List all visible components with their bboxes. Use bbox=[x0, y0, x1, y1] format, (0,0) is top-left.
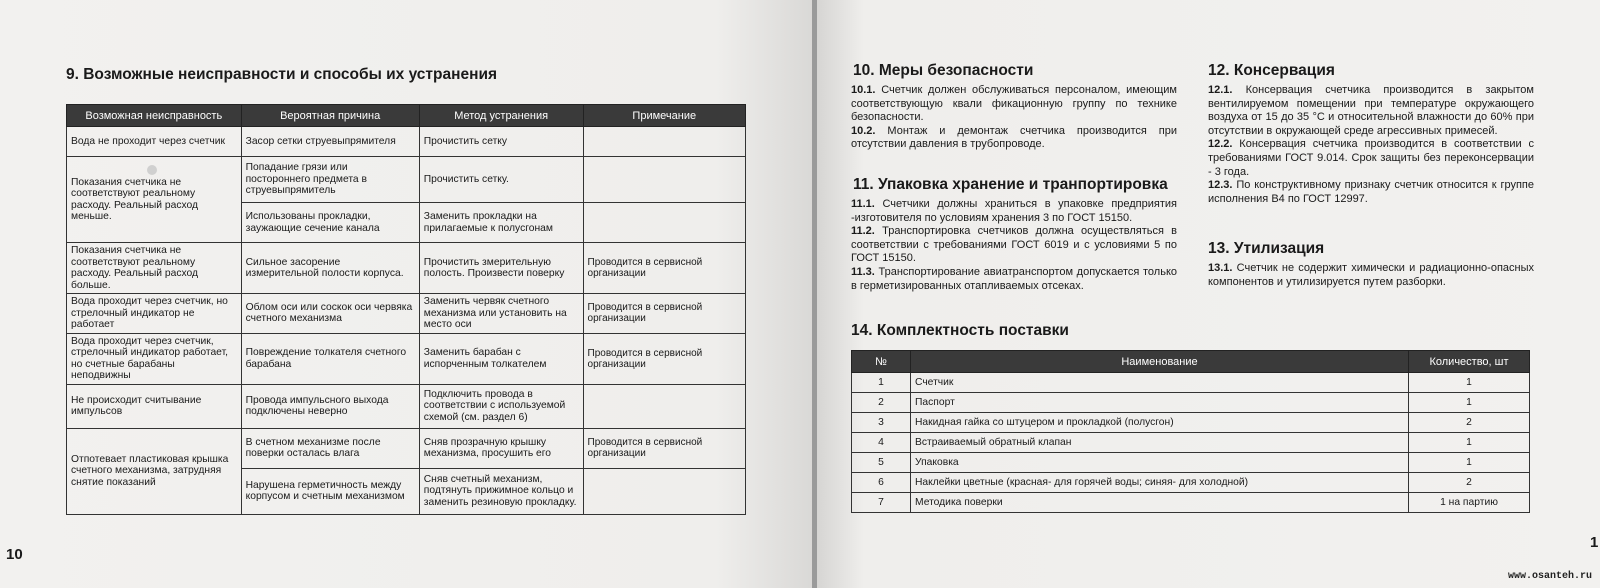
table-cell bbox=[583, 384, 745, 428]
paragraph-text: Транспортирование авиатранспортом допускается только в герметизированных отапливаемых отсеках. bbox=[851, 265, 1177, 292]
table-cell bbox=[583, 468, 745, 514]
faults-table bbox=[66, 104, 746, 515]
section-13-text bbox=[1208, 262, 1534, 289]
paragraph bbox=[851, 125, 1177, 152]
table-cell: Накидная гайка со штуцером и прокладкой (полусгон) bbox=[911, 413, 1409, 433]
section-13-heading: 13. Утилизация bbox=[1208, 240, 1325, 257]
table-cell: Попадание грязи или постороннего предмета в струевыпрямитель bbox=[241, 157, 419, 203]
table-row bbox=[67, 243, 746, 294]
table-header-cell: Вероятная причина bbox=[241, 105, 419, 127]
paragraph-text: Счетчик не содержит химически и радиационно-опасных компонентов и утилизируется путем разборки. bbox=[1208, 262, 1534, 288]
table-row bbox=[852, 433, 1530, 453]
paragraph-text: Консервация счетчика производится в соответствии с требованиями ГОСТ 9.014. Срок защиты без переконсервации - 3 года. bbox=[1208, 138, 1534, 178]
table-cell: 4 bbox=[852, 433, 911, 453]
paragraph-number: 12.2. bbox=[1208, 138, 1233, 151]
table-cell: Использованы прокладки, заужающие сечение канала bbox=[241, 203, 419, 243]
table-cell: Повреждение толкателя счетного барабана bbox=[241, 333, 419, 384]
section-12-text bbox=[1208, 84, 1534, 206]
section-9-heading: 9. Возможные неисправности и способы их устранения bbox=[66, 66, 498, 83]
paragraph bbox=[851, 84, 1177, 125]
table-row bbox=[67, 384, 746, 428]
table-row bbox=[852, 473, 1530, 493]
table-cell: Проводится в сервисной организации bbox=[583, 333, 745, 384]
table-cell: 7 bbox=[852, 493, 911, 513]
table-cell: Провода импульсного выхода подключены неверно bbox=[241, 384, 419, 428]
table-cell: Заменить прокладки на прилагаемые к полусгонам bbox=[419, 203, 583, 243]
table-cell: 3 bbox=[852, 413, 911, 433]
table-cell: Сняв счетный механизм, подтянуть прижимное кольцо и заменить резиновую прокладку. bbox=[419, 468, 583, 514]
paragraph-text: Транспортировка счетчиков должна осуществляться в соответствии с требованиями ГОСТ 6019 и с условиями 5 по ГОСТ 15150. bbox=[851, 225, 1177, 265]
table-cell: 6 bbox=[852, 473, 911, 493]
table-cell: 2 bbox=[1409, 413, 1530, 433]
page-number-left: 10 bbox=[6, 546, 23, 563]
section-11-text bbox=[851, 198, 1177, 293]
table-cell: 1 bbox=[1409, 393, 1530, 413]
table-cell: Заменить барабан с испорченным толкателем bbox=[419, 333, 583, 384]
section-10-heading: 10. Меры безопасности bbox=[853, 62, 1034, 79]
table-row bbox=[67, 428, 746, 468]
table-row bbox=[852, 393, 1530, 413]
table-cell: Показания счетчика не соответствуют реальному расходу. Реальный расход меньше. bbox=[67, 157, 242, 243]
table-cell: Упаковка bbox=[911, 453, 1409, 473]
paragraph bbox=[851, 266, 1177, 293]
table-cell bbox=[583, 157, 745, 203]
table-cell: Вода проходит через счетчик, но стрелочный индикатор не работает bbox=[67, 294, 242, 334]
paragraph-number: 11.2. bbox=[851, 225, 875, 238]
paragraph bbox=[851, 198, 1177, 225]
table-row bbox=[67, 294, 746, 334]
paragraph bbox=[1208, 138, 1534, 179]
table-cell: Сняв прозрачную крышку механизма, просушить его bbox=[419, 428, 583, 468]
table-cell: В счетном механизме после поверки осталась влага bbox=[241, 428, 419, 468]
table-cell: Паспорт bbox=[911, 393, 1409, 413]
table-cell: Счетчик bbox=[911, 373, 1409, 393]
paragraph-number: 12.1. bbox=[1208, 84, 1233, 96]
section-10-text bbox=[851, 84, 1177, 152]
table-row bbox=[852, 413, 1530, 433]
table-cell: Методика поверки bbox=[911, 493, 1409, 513]
table-cell: 2 bbox=[852, 393, 911, 413]
table-cell: Прочистить змерительную полость. Произвести поверку bbox=[419, 243, 583, 294]
package-contents-table bbox=[851, 350, 1530, 513]
section-11-heading: 11. Упаковка хранение и транпортировка bbox=[853, 176, 1168, 193]
paragraph-number: 13.1. bbox=[1208, 262, 1233, 274]
table-cell: 1 bbox=[1409, 453, 1530, 473]
paragraph bbox=[1208, 84, 1534, 138]
table-cell bbox=[583, 203, 745, 243]
table-row bbox=[67, 157, 746, 203]
section-14-heading: 14. Комплектность поставки bbox=[851, 322, 1069, 339]
table-cell: Сильное засорение измерительной полости корпуса. bbox=[241, 243, 419, 294]
table-cell: Облом оси или соскок оси червяка счетного механизма bbox=[241, 294, 419, 334]
paragraph-text: Консервация счетчика производится в закрытом вентилируемом помещении при температуре окружающего воздуха от 15 до 35 °С и относительной влажности до 60% при отсутствии в окружающей среде агрессивных примесей. bbox=[1208, 84, 1534, 137]
table-header-cell: Наименование bbox=[911, 351, 1409, 373]
table-cell: Не происходит считывание импульсов bbox=[67, 384, 242, 428]
section-12-heading: 12. Консервация bbox=[1208, 62, 1335, 79]
table-cell: 1 bbox=[852, 373, 911, 393]
paragraph-text: Монтаж и демонтаж счетчика производится при отсутствии давления в трубопроводе. bbox=[851, 124, 1177, 151]
paragraph bbox=[851, 225, 1177, 266]
table-cell: Отпотевает пластиковая крышка счетного механизма, затрудняя снятие показаний bbox=[67, 428, 242, 514]
paragraph-number: 10.1. bbox=[851, 84, 876, 96]
table-header-cell: № bbox=[852, 351, 911, 373]
table-row bbox=[67, 333, 746, 384]
table-cell: Проводится в сервисной организации bbox=[583, 243, 745, 294]
table-header-cell: Возможная неисправность bbox=[67, 105, 242, 127]
table-cell: Наклейки цветные (красная- для горячей воды; синяя- для холодной) bbox=[911, 473, 1409, 493]
paragraph bbox=[1208, 262, 1534, 289]
table-cell: Проводится в сервисной организации bbox=[583, 294, 745, 334]
table-row bbox=[852, 453, 1530, 473]
table-row bbox=[67, 127, 746, 157]
paragraph-text: По конструктивному признаку счетчик относится к группе исполнения В4 по ГОСТ 12997. bbox=[1208, 179, 1534, 205]
table-cell: Прочистить сетку bbox=[419, 127, 583, 157]
watermark-url: www.osanteh.ru bbox=[1507, 571, 1592, 582]
table-header-cell: Количество, шт bbox=[1409, 351, 1530, 373]
table-cell: Вода проходит через счетчик, стрелочный индикатор работает, но счетные барабаны неподвижны bbox=[67, 333, 242, 384]
table-cell: Показания счетчика не соответствуют реальному расходу. Реальный расход больше. bbox=[67, 243, 242, 294]
table-row bbox=[852, 373, 1530, 393]
paragraph-number: 11.3. bbox=[851, 265, 875, 278]
table-header-cell: Примечание bbox=[583, 105, 745, 127]
paragraph-text: Счетчик должен обслуживаться персоналом, имеющим соответствующую квали фикационную группу по технике безопасности. bbox=[851, 84, 1177, 124]
table-cell: Вода не проходит через счетчик bbox=[67, 127, 242, 157]
table-row bbox=[852, 493, 1530, 513]
table-cell: 1 bbox=[1409, 373, 1530, 393]
table-cell: Заменить червяк счетного механизма или установить на место оси bbox=[419, 294, 583, 334]
table-cell: Подключить провода в соответствии с используемой схемой (см. раздел 6) bbox=[419, 384, 583, 428]
table-cell: Нарушена герметичность между корпусом и счетным механизмом bbox=[241, 468, 419, 514]
table-cell: 1 на партию bbox=[1409, 493, 1530, 513]
table-header-cell: Метод устранения bbox=[419, 105, 583, 127]
paragraph-text: Счетчики должны храниться в упаковке предприятия -изготовителя по условиям хранения 3 по ГОСТ 15150. bbox=[851, 198, 1177, 224]
paragraph bbox=[1208, 179, 1534, 206]
table-cell: Прочистить сетку. bbox=[419, 157, 583, 203]
table-cell bbox=[583, 127, 745, 157]
table-cell: 2 bbox=[1409, 473, 1530, 493]
paragraph-number: 10.2. bbox=[851, 124, 876, 137]
paragraph-number: 12.3. bbox=[1208, 179, 1233, 192]
table-cell: Проводится в сервисной организации bbox=[583, 428, 745, 468]
paragraph-number: 11.1. bbox=[851, 198, 875, 210]
table-cell: 5 bbox=[852, 453, 911, 473]
table-cell: Встраиваемый обратный клапан bbox=[911, 433, 1409, 453]
page-number-right: 1 bbox=[1590, 534, 1599, 551]
table-cell: 1 bbox=[1409, 433, 1530, 453]
table-cell: Засор сетки струевыпрямителя bbox=[241, 127, 419, 157]
